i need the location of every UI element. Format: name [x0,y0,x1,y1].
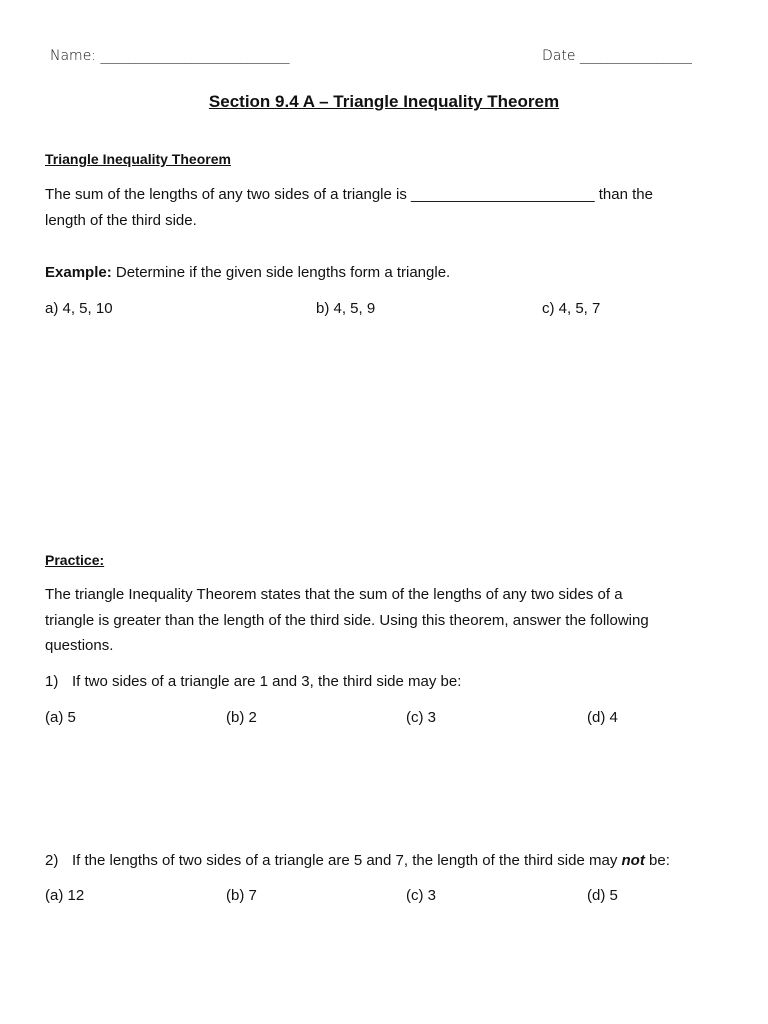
question-1-choice-d: (d) 4 [587,709,618,726]
question-1-number: 1) [45,673,59,690]
example-label: Example: [45,264,112,281]
question-2-choice-d: (d) 5 [587,887,618,904]
question-2-number: 2) [45,852,59,869]
question-1-choice-c: (c) 3 [406,709,436,726]
date-field-label: Date ________________ [542,48,692,64]
question-1-text: If two sides of a triangle are 1 and 3, the third side may be: [72,673,462,690]
question-2-choice-b: (b) 7 [226,887,257,904]
question-2-text-after: be: [649,852,670,869]
practice-intro-line-3: questions. [45,637,114,654]
theorem-heading: Triangle Inequality Theorem [45,151,231,167]
example-instruction [45,260,450,286]
example-option-a: a) 4, 5, 10 [45,300,113,317]
name-field-label: Name: ___________________________ [50,48,290,64]
question-2-emphasis: not [621,852,645,869]
example-option-c: c) 4, 5, 7 [542,300,601,317]
practice-intro-line-1: The triangle Inequality Theorem states that the sum of the lengths of any two sides of a [45,586,623,603]
theorem-line-2: length of the third side. [45,212,197,229]
question-2-choice-a: (a) 12 [45,887,85,904]
practice-intro-line-2: triangle is greater than the length of the third side. Using this theorem, answer the following [45,612,649,629]
example-option-b: b) 4, 5, 9 [316,300,376,317]
theorem-line-1: The sum of the lengths of any two sides of a triangle is ______________________ than the [45,186,653,203]
example-prompt: Determine if the given side lengths form a triangle. [115,264,451,281]
question-2-text-before: If the lengths of two sides of a triangle are 5 and 7, the length of the third side may [72,852,618,869]
question-1-choice-a: (a) 5 [45,709,76,726]
page-title: Section 9.4 A – Triangle Inequality Theorem [208,92,560,111]
practice-heading: Practice: [45,552,105,568]
question-1-choice-b: (b) 2 [226,709,257,726]
question-2-text [72,848,670,874]
question-2-choice-c: (c) 3 [406,887,436,904]
